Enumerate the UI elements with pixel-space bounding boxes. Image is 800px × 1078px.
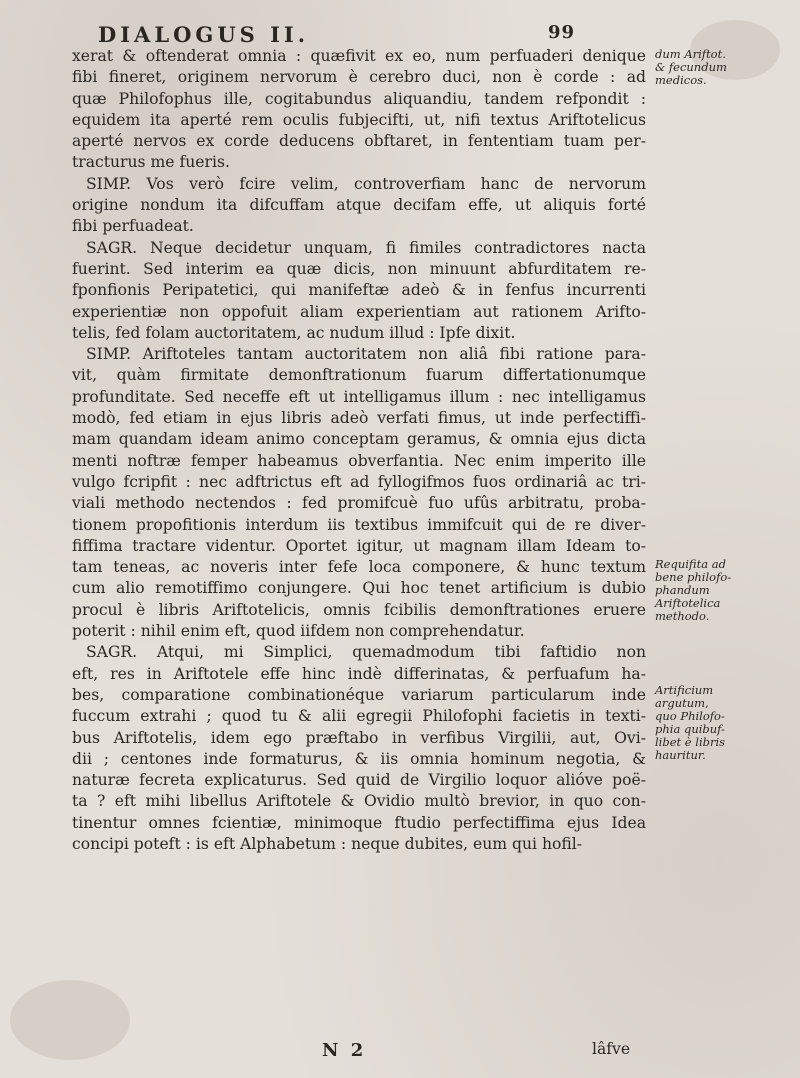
text-line: bes, comparatione combinationéque variarum particularum inde xyxy=(72,685,646,704)
paper-stain xyxy=(10,980,130,1060)
text-line: profunditate. Sed neceffe eft ut intelligamus illum : nec intelligamus xyxy=(72,387,646,406)
text-line: cum alio remotiffimo conjungere. Qui hoc tenet artificium is dubio xyxy=(72,579,646,598)
signature-mark: N 2 xyxy=(322,1040,367,1061)
text-line: SAGR. Atqui, mi Simplici, quemadmodum tibi faftidio non xyxy=(86,643,646,662)
text-line: tracturus me fueris. xyxy=(72,153,230,172)
marginal-note-3 xyxy=(655,684,795,762)
text-line: fponfionis Peripatetici, qui manifeftæ adeò & in fenfus incurrenti xyxy=(72,281,646,300)
marginal-note-line: phandum xyxy=(655,583,710,597)
marginal-note-2 xyxy=(655,558,795,623)
text-line: fibi perfuadeat. xyxy=(72,217,194,236)
text-line: fibi fineret, originem nervorum è cerebro duci, non è corde : ad xyxy=(72,68,646,87)
text-line: telis, fed folam auctoritatem, ac nudum illud : Ipfe dixit. xyxy=(72,323,516,342)
marginal-note-line: argutum, xyxy=(655,696,709,710)
text-line: tinentur omnes fcientiæ, minimoque ftudio perfectiffima ejus Idea xyxy=(72,813,646,832)
marginal-note-1 xyxy=(655,48,795,87)
catchword: lâfve xyxy=(592,1040,631,1058)
text-line: naturæ fecreta explicaturus. Sed quid de Virgilio loquor alióve poë- xyxy=(72,771,646,790)
text-line: quæ Philofophus ille, cogitabundus aliquandiu, tandem refpondit : xyxy=(72,89,646,108)
header-title: DIALOGUS II. xyxy=(98,22,310,47)
text-line: vit, quàm firmitate demonftrationum fuarum differtationumque xyxy=(72,366,646,385)
text-line: eft, res in Ariftotele effe hinc indè differinatas, & perfuafum ha- xyxy=(72,664,646,683)
marginal-note-line: bene philofo- xyxy=(655,570,732,584)
text-line: fuccum extrahi ; quod tu & alii egregii Philofophi facietis in texti- xyxy=(72,707,646,726)
marginal-note-line: libet è libris xyxy=(655,735,726,749)
text-line: concipi poteft : is eft Alphabetum : neque dubites, eum qui hofil- xyxy=(72,834,583,853)
text-line: procul è libris Ariftotelicis, omnis fcibilis demonftrationes eruere xyxy=(72,600,646,619)
marginal-note-line: & fecundum xyxy=(655,60,727,74)
marginal-note-line: quo Philofo- xyxy=(655,709,725,723)
marginal-note-line: medicos. xyxy=(655,73,707,87)
text-line: vulgo fcripfit : nec adftrictus eft ad fyllogifmos fuos ordinariâ ac tri- xyxy=(72,472,646,491)
text-line: experientiæ non oppofuit aliam experientiam aut rationem Arifto- xyxy=(72,302,646,321)
text-line: viali methodo nectendos : fed promifcuè fuo ufûs arbitratu, proba- xyxy=(72,494,646,513)
text-line: dii ; centones inde formaturus, & iis omnia hominum negotia, & xyxy=(72,749,646,768)
text-line: modò, fed etiam in ejus libris adeò verfati fimus, ut inde perfectiffi- xyxy=(72,409,646,428)
text-line: SAGR. Neque decidetur unquam, fi fimiles contradictores nacta xyxy=(86,238,646,257)
text-line: bus Ariftotelis, idem ego præftabo in verfibus Virgilii, aut, Ovi- xyxy=(72,728,646,747)
text-line: fuerint. Sed interim ea quæ dicis, non minuunt abfurditatem re- xyxy=(72,259,646,278)
marginal-note-line: methodo. xyxy=(655,609,710,623)
text-line: ta ? eft mihi libellus Ariftotele & Ovidio multò brevior, in quo con- xyxy=(72,792,646,811)
text-line: mam quandam ideam animo conceptam geramus, & omnia ejus dicta xyxy=(72,430,646,449)
text-line: fiffima tractare videntur. Oportet igitur, ut magnam illam Ideam to- xyxy=(72,536,646,555)
text-line: origine nondum ita difcuffam atque decifam effe, ut aliquis forté xyxy=(72,196,646,215)
text-line: equidem ita aperté rem oculis fubjecifti, ut, nifi textus Ariftotelicus xyxy=(72,110,646,129)
marginal-note-line: Ariftotelica xyxy=(655,596,721,610)
text-line: SIMP. Vos verò fcire velim, controverfiam hanc de nervorum xyxy=(86,174,646,193)
marginal-note-line: Requifita ad xyxy=(655,557,726,571)
marginal-note-line: dum Ariftot. xyxy=(655,47,726,61)
page-number: 99 xyxy=(548,22,576,43)
text-line: aperté nervos ex corde deducens obftaret, in fententiam tuam per- xyxy=(72,132,646,151)
marginal-note-line: Artificium xyxy=(655,683,714,697)
text-line: tionem propofitionis interdum iis textibus immifcuit qui de re diver- xyxy=(72,515,646,534)
text-line: tam teneas, ac noveris inter fefe loca componere, & hunc textum xyxy=(72,558,646,577)
marginal-note-line: phia quibuf- xyxy=(655,722,725,736)
text-line: xerat & oftenderat omnia : quæfivit ex eo, num perfuaderi denique xyxy=(72,47,646,65)
text-line: poterit : nihil enim eft, quod iifdem non comprehendatur. xyxy=(72,622,525,641)
text-line: menti noftræ femper habeamus obverfantia. Nec enim imperito ille xyxy=(72,451,646,470)
body-text xyxy=(72,46,646,855)
text-line: SIMP. Ariftoteles tantam auctoritatem non aliâ fibi ratione para- xyxy=(86,345,646,364)
marginal-note-line: hauritur. xyxy=(655,748,706,762)
